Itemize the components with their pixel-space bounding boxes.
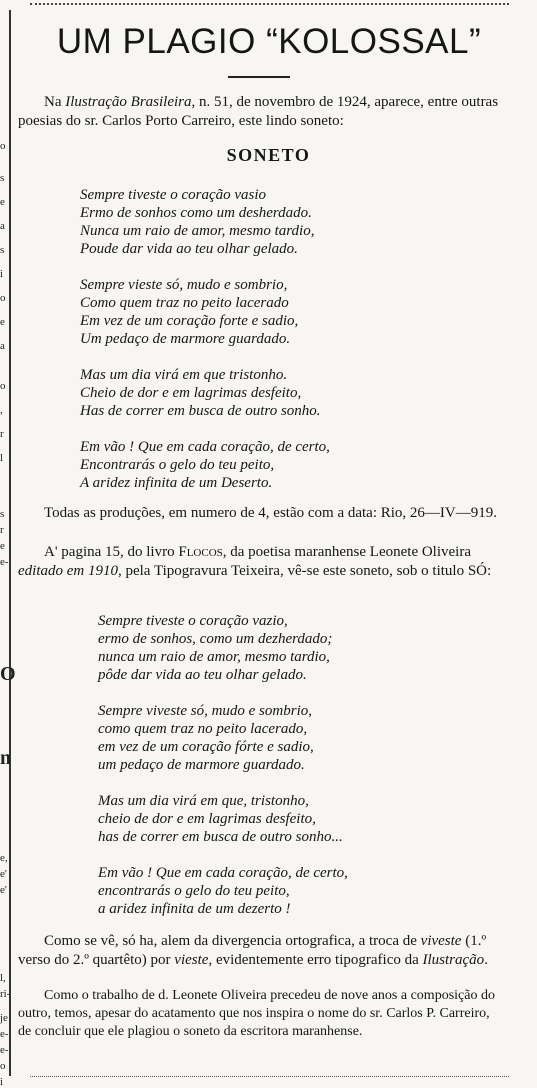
intro-text-b: , n. 51, de novembro de 1924, aparece, entre outras poesias do sr. Carlos Porto Carreiro, este lindo soneto: bbox=[18, 94, 499, 129]
poem-stanza bbox=[80, 276, 330, 348]
poem-line: Sempre tiveste o coração vazio, bbox=[98, 613, 288, 629]
poem-line: Sempre viveste só, mudo e sombrio, bbox=[98, 703, 312, 719]
column-divider bbox=[9, 10, 11, 1076]
poem-stanza bbox=[98, 702, 348, 774]
margin-fragment: o bbox=[0, 140, 6, 152]
margin-fragment: O bbox=[0, 663, 16, 685]
flocos-text-c: , pela Tipogravura Teixeira, vê-se este soneto, sob o titulo SÓ: bbox=[117, 563, 492, 579]
poem-stanza bbox=[98, 792, 348, 846]
title-divider bbox=[228, 76, 290, 78]
margin-fragment: l, bbox=[0, 972, 6, 984]
poem-line: Nunca um raio de amor, mesmo tardio, bbox=[80, 223, 315, 239]
margin-fragment: e- bbox=[0, 1044, 9, 1056]
poem-second-version bbox=[98, 612, 348, 936]
poem-line: Em vão ! Que em cada coração, de certo, bbox=[98, 865, 348, 881]
intro-paragraph bbox=[18, 93, 506, 131]
poem-line: has de correr em busca de outro sonho... bbox=[98, 829, 343, 845]
poem-stanza bbox=[98, 864, 348, 918]
poem-line: Sempre vieste só, mudo e sombrio, bbox=[80, 277, 288, 293]
flocos-text-b: , da poetisa maranhense Leonete Oliveira bbox=[222, 544, 471, 560]
poem-line: Ermo de sonhos como um desherdado. bbox=[80, 205, 312, 221]
poem-line: A aridez infinita de um Deserto. bbox=[80, 475, 273, 491]
poem-line: Has de correr em busca de outro sonho. bbox=[80, 403, 321, 419]
margin-fragment: e' bbox=[0, 884, 7, 896]
margin-fragment: a bbox=[0, 340, 5, 352]
poem-line: Sempre tiveste o coração vasio bbox=[80, 187, 267, 203]
poem-line: Encontrarás o gelo do teu peito, bbox=[80, 457, 275, 473]
poem-stanza bbox=[80, 438, 330, 492]
margin-fragment: i bbox=[0, 268, 4, 280]
margin-fragment: , bbox=[0, 404, 3, 416]
poem-stanza bbox=[80, 366, 330, 420]
poem-line: Em vez de um coração forte e sadio, bbox=[80, 313, 299, 329]
poem-line: Como quem traz no peito lacerado bbox=[80, 295, 289, 311]
margin-fragment: n bbox=[0, 747, 12, 769]
comparison-paragraph bbox=[18, 932, 506, 970]
margin-fragment: r bbox=[0, 524, 4, 536]
poem-line: a aridez infinita de um dezerto ! bbox=[98, 901, 291, 917]
margin-fragment: s bbox=[0, 244, 5, 256]
poem-line: como quem traz no peito lacerado, bbox=[98, 721, 308, 737]
word-vieste: vieste bbox=[174, 952, 209, 968]
margin-fragment: je bbox=[0, 1012, 8, 1024]
poem-line: ermo de sonhos, como um dezherdado; bbox=[98, 631, 333, 647]
flocos-text-a: A' pagina 15, do livro bbox=[44, 544, 179, 560]
intro-text-a: Na bbox=[44, 94, 66, 110]
poem-line: pôde dar vida ao teu olhar gelado. bbox=[98, 667, 307, 683]
poem-line: cheio de dor e em lagrimas desfeito, bbox=[98, 811, 316, 827]
intro-source: Ilustração Brasileira bbox=[65, 94, 192, 110]
margin-fragment: s bbox=[0, 172, 5, 184]
poem-line: em vez de um coração fórte e sadio, bbox=[98, 739, 314, 755]
margin-fragment: o bbox=[0, 1060, 6, 1072]
margin-fragment: e bbox=[0, 196, 5, 208]
margin-fragment: ri- bbox=[0, 988, 11, 1000]
margin-fragment: s bbox=[0, 508, 5, 520]
poem-line: nunca um raio de amor, mesmo tardio, bbox=[98, 649, 330, 665]
poem-line: Cheio de dor e em lagrimas desfeito, bbox=[80, 385, 302, 401]
margin-fragment: o bbox=[0, 292, 6, 304]
margin-fragment: e, bbox=[0, 852, 8, 864]
compare-text-a: Como se vê, só ha, alem da divergencia ortografica, a troca de bbox=[44, 933, 421, 949]
poem-heading: SONETO bbox=[226, 145, 311, 165]
poem-line: Mas um dia virá em que, tristonho, bbox=[98, 793, 309, 809]
compare-text-b: (1.º verso do 2.º quartêto) por bbox=[18, 933, 487, 968]
poem-first-version bbox=[80, 186, 330, 510]
margin-fragment: e- bbox=[0, 556, 9, 568]
poem-line: Um pedaço de marmore guardado. bbox=[80, 331, 291, 347]
bottom-border-rule bbox=[30, 1076, 509, 1077]
poem-line: Poude dar vida ao teu olhar gelado. bbox=[80, 241, 298, 257]
margin-fragment: i bbox=[0, 1076, 4, 1088]
poem-stanza bbox=[98, 612, 348, 684]
publication-name: Ilustração bbox=[422, 952, 485, 968]
margin-fragment: e bbox=[0, 540, 5, 552]
margin-fragment: e- bbox=[0, 1028, 9, 1040]
article-title: UM PLAGIO “KOLOSSAL” bbox=[56, 22, 482, 61]
conclusion-paragraph: Como o trabalho de d. Leonete Oliveira precedeu de nove anos a composição do outro, temos, apesar do acatamento que nos inspira o nome do sr. Carlos P. Carreiro, de concluir que ele plagiou o soneto da escritora maranhense. bbox=[18, 988, 495, 1039]
poem-line: encontrarás o gelo do teu peito, bbox=[98, 883, 290, 899]
book-title: Flocos bbox=[178, 544, 223, 560]
edited-date: editado em 1910 bbox=[18, 563, 118, 579]
margin-fragment: a bbox=[0, 220, 5, 232]
word-viveste: viveste bbox=[420, 933, 462, 949]
margin-fragment: o bbox=[0, 380, 6, 392]
poem-line: Mas um dia virá em que tristonho. bbox=[80, 367, 288, 383]
compare-text-d: . bbox=[484, 952, 488, 968]
poem-line: Em vão ! Que em cada coração, de certo, bbox=[80, 439, 330, 455]
margin-fragment: l bbox=[0, 452, 4, 464]
flocos-paragraph bbox=[18, 543, 506, 581]
dates-paragraph: Todas as produções, em numero de 4, estão com a data: Rio, 26—IV—919. bbox=[44, 505, 498, 521]
margin-fragment: r bbox=[0, 428, 4, 440]
margin-fragment: e bbox=[0, 316, 5, 328]
margin-fragment: e' bbox=[0, 868, 7, 880]
compare-text-c: , evidentemente erro tipografico da bbox=[208, 952, 423, 968]
poem-line: um pedaço de marmore guardado. bbox=[98, 757, 305, 773]
top-border-rule bbox=[30, 3, 509, 5]
poem-stanza bbox=[80, 186, 330, 258]
